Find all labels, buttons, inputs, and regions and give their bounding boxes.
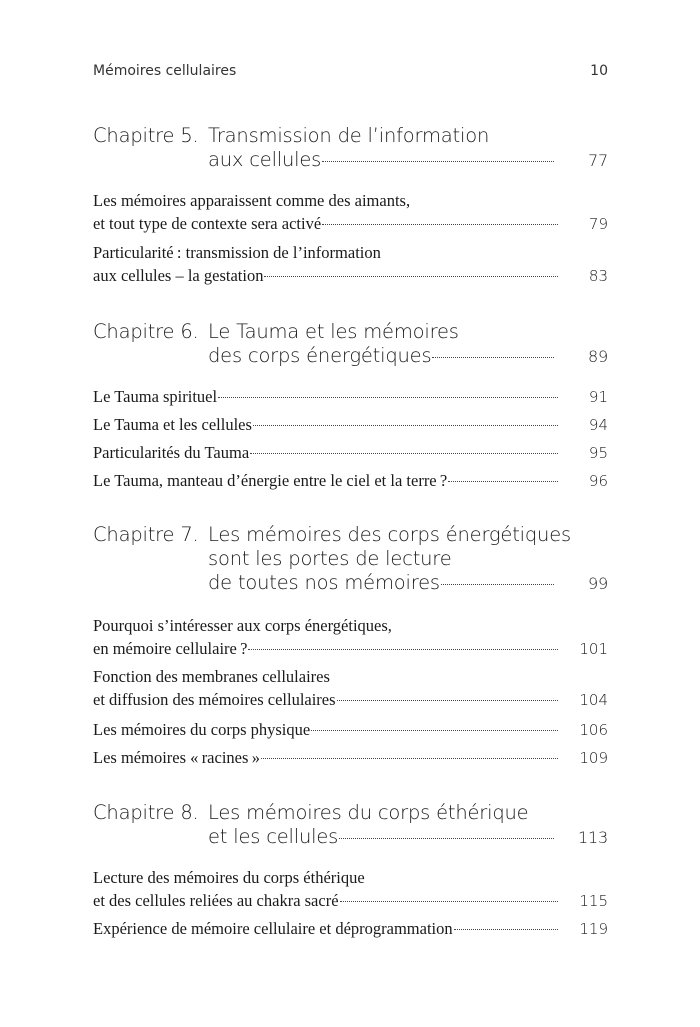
dot-leader bbox=[322, 161, 554, 162]
entry-page-number: 94 bbox=[588, 416, 608, 434]
chapter-title-line: aux cellules bbox=[208, 148, 322, 171]
entry-text-line: Fonction des membranes cellulaires bbox=[93, 667, 330, 686]
entry-page-number: 79 bbox=[588, 215, 608, 233]
dot-leader bbox=[311, 730, 558, 731]
entry-page-number: 119 bbox=[579, 920, 608, 938]
dot-leader bbox=[340, 901, 558, 902]
toc-entry[interactable] bbox=[93, 441, 608, 465]
chapter-title-line: Les mémoires du corps éthérique bbox=[208, 801, 529, 824]
entry-text-line: et des cellules reliées au chakra sacré bbox=[93, 891, 339, 910]
chapter-title-line: de toutes nos mémoires bbox=[208, 571, 440, 594]
chapter-page-number: 89 bbox=[588, 347, 608, 366]
dot-leader bbox=[322, 224, 558, 225]
toc-entry[interactable] bbox=[93, 746, 608, 770]
chapter-title-line: et les cellules bbox=[208, 825, 339, 848]
dot-leader bbox=[339, 838, 554, 839]
entry-page-number: 95 bbox=[588, 444, 608, 462]
dot-leader bbox=[264, 276, 558, 277]
chapter-title-line: Les mémoires des corps énergétiques bbox=[208, 523, 571, 546]
chapter-page-number: 113 bbox=[578, 828, 608, 847]
dot-leader bbox=[218, 397, 558, 398]
toc-entry[interactable] bbox=[93, 189, 608, 236]
dot-leader bbox=[448, 481, 558, 482]
entry-page-number: 104 bbox=[579, 691, 608, 709]
entry-text-line: Lecture des mémoires du corps éthérique bbox=[93, 868, 365, 887]
toc-entry[interactable] bbox=[93, 917, 608, 941]
entry-text-line: Expérience de mémoire cellulaire et déprogrammation bbox=[93, 919, 453, 938]
toc-entry[interactable] bbox=[93, 665, 608, 712]
dot-leader bbox=[432, 357, 554, 358]
entry-page-number: 96 bbox=[588, 472, 608, 490]
entry-text-line: Les mémoires « racines » bbox=[93, 748, 260, 767]
chapter-label: Chapitre 5. bbox=[93, 124, 199, 147]
running-title: Mémoires cellulaires bbox=[93, 63, 237, 79]
page-number: 10 bbox=[590, 63, 608, 79]
chapter-label: Chapitre 6. bbox=[93, 320, 199, 343]
toc-entry[interactable] bbox=[93, 241, 608, 288]
entry-text-line: Le Tauma et les cellules bbox=[93, 415, 252, 434]
dot-leader bbox=[250, 453, 558, 454]
entry-text-line: Les mémoires du corps physique bbox=[93, 720, 311, 739]
entry-page-number: 83 bbox=[588, 267, 608, 285]
toc-entry[interactable] bbox=[93, 718, 608, 742]
entry-text-line: et diffusion des mémoires cellulaires bbox=[93, 690, 336, 709]
dot-leader bbox=[454, 929, 558, 930]
entry-text-line: Particularité : transmission de l’information bbox=[93, 243, 381, 262]
chapter-page-number: 77 bbox=[588, 151, 608, 170]
entry-text-line: en mémoire cellulaire ? bbox=[93, 639, 248, 658]
toc-entry[interactable] bbox=[93, 413, 608, 437]
entry-text-line: aux cellules – la gestation bbox=[93, 266, 264, 285]
entry-page-number: 91 bbox=[588, 388, 608, 406]
chapter-label: Chapitre 8. bbox=[93, 801, 199, 824]
entry-page-number: 115 bbox=[579, 892, 608, 910]
dot-leader bbox=[441, 584, 554, 585]
dot-leader bbox=[253, 425, 558, 426]
dot-leader bbox=[248, 649, 558, 650]
entry-text-line: Le Tauma spirituel bbox=[93, 387, 218, 406]
chapter-title-line: des corps énergétiques bbox=[208, 344, 432, 367]
chapter-page-number: 99 bbox=[588, 574, 608, 593]
chapter-label: Chapitre 7. bbox=[93, 523, 199, 546]
entry-page-number: 109 bbox=[579, 749, 608, 767]
dot-leader bbox=[337, 700, 558, 701]
entry-text-line: Les mémoires apparaissent comme des aimants, bbox=[93, 191, 411, 210]
running-head bbox=[93, 63, 608, 79]
toc-entry[interactable] bbox=[93, 469, 608, 493]
toc-entry[interactable] bbox=[93, 385, 608, 409]
entry-page-number: 106 bbox=[579, 721, 608, 739]
entry-text-line: Particularités du Tauma bbox=[93, 443, 250, 462]
chapter-title-line: Le Tauma et les mémoires bbox=[208, 320, 459, 343]
entry-text-line: et tout type de contexte sera activé bbox=[93, 214, 322, 233]
entry-page-number: 101 bbox=[579, 640, 608, 658]
toc-entry[interactable] bbox=[93, 866, 608, 913]
toc-entry[interactable] bbox=[93, 614, 608, 661]
entry-text-line: Pourquoi s’intéresser aux corps énergétiques, bbox=[93, 616, 392, 635]
chapter-title-line: sont les portes de lecture bbox=[208, 547, 452, 570]
chapter-title-line: Transmission de l’information bbox=[208, 124, 490, 147]
entry-text-line: Le Tauma, manteau d’énergie entre le ciel et la terre ? bbox=[93, 471, 448, 490]
dot-leader bbox=[261, 758, 558, 759]
